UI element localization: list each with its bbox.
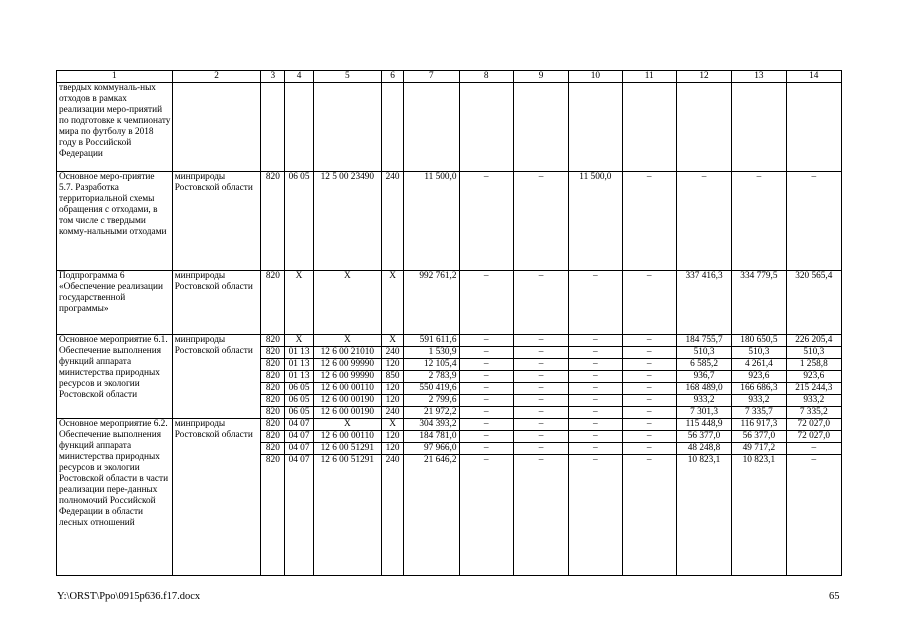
cell-value: – (513, 172, 568, 271)
cell-value: 923,6 (732, 371, 786, 383)
cell-value: – (569, 443, 622, 455)
col-header: 7 (404, 71, 459, 83)
executor: минприроды Ростовской области (172, 419, 261, 576)
cell-total: 591 611,6 (404, 335, 459, 347)
cell-value: – (569, 419, 622, 431)
cell-value: – (622, 455, 676, 576)
cell-csr: 12 6 00 51291 (313, 455, 381, 576)
cell-value: – (569, 271, 622, 335)
cell-total: 992 761,2 (404, 271, 459, 335)
cell-csr: Х (313, 419, 381, 431)
cell-value: 115 448,9 (676, 419, 731, 431)
cell-total: 2 783,9 (404, 371, 459, 383)
cell-value: – (459, 172, 513, 271)
cell-value: 56 377,0 (732, 431, 786, 443)
cell-value: – (622, 443, 676, 455)
cell-vr: Х (382, 419, 404, 431)
cell-value: – (786, 443, 841, 455)
executor: минприроды Ростовской области (172, 271, 261, 335)
cell-value: – (459, 359, 513, 371)
table-row (57, 172, 842, 271)
cell-value: – (622, 271, 676, 335)
cell-rzpr: 06 05 (285, 383, 313, 395)
cell-total: 21 646,2 (404, 455, 459, 576)
cell-value: 215 244,3 (786, 383, 841, 395)
cell-value: – (459, 371, 513, 383)
cell-value: 56 377,0 (676, 431, 731, 443)
cell-csr: Х (313, 271, 381, 335)
cell-value: 320 565,4 (786, 271, 841, 335)
cell-value: – (459, 455, 513, 576)
cell-grbs: 820 (261, 172, 285, 271)
cell-rzpr: 01 13 (285, 347, 313, 359)
col-header: 9 (513, 71, 568, 83)
cell-grbs: 820 (261, 383, 285, 395)
cell-value: – (622, 395, 676, 407)
col-header: 6 (382, 71, 404, 83)
cell-grbs: 820 (261, 431, 285, 443)
cell-rzpr: 04 07 (285, 455, 313, 576)
cell-value: 6 585,2 (676, 359, 731, 371)
measure-name: Подпрограмма 6 «Обеспечение реализации государственной программы» (57, 271, 173, 335)
col-header: 5 (313, 71, 381, 83)
cell-grbs: 820 (261, 395, 285, 407)
cell-value: – (513, 443, 568, 455)
cell-value: 510,3 (732, 347, 786, 359)
executor: минприроды Ростовской области (172, 172, 261, 271)
cell-rzpr: 04 07 (285, 419, 313, 431)
cell-grbs: 820 (261, 407, 285, 419)
cell-csr: 12 6 00 99990 (313, 359, 381, 371)
cell-value: – (459, 395, 513, 407)
cell-value: – (513, 431, 568, 443)
cell-total: 97 966,0 (404, 443, 459, 455)
cell-rzpr: 04 07 (285, 431, 313, 443)
cell-rzpr: 01 13 (285, 359, 313, 371)
cell-value: – (786, 172, 841, 271)
cell-value: 1 258,8 (786, 359, 841, 371)
cell-total: 11 500,0 (404, 172, 459, 271)
cell-value: – (569, 347, 622, 359)
cell-grbs: 820 (261, 359, 285, 371)
table-row (57, 271, 842, 335)
cell-value: – (622, 407, 676, 419)
cell-value: – (513, 407, 568, 419)
cell-vr: 120 (382, 395, 404, 407)
cell-value: – (676, 172, 731, 271)
cell-value: – (622, 347, 676, 359)
cell-value: 116 917,3 (732, 419, 786, 431)
cell-value: 510,3 (786, 347, 841, 359)
cell-value: 48 248,8 (676, 443, 731, 455)
col-header: 12 (676, 71, 731, 83)
cell-csr: 12 6 00 99990 (313, 371, 381, 383)
cell-value: – (513, 383, 568, 395)
cell-value: – (569, 371, 622, 383)
cell-value: 334 779,5 (732, 271, 786, 335)
table-row (57, 335, 842, 347)
col-header: 10 (569, 71, 622, 83)
col-header: 14 (786, 71, 841, 83)
budget-table (56, 70, 842, 576)
cell-rzpr: 04 07 (285, 443, 313, 455)
cell-value: 933,2 (676, 395, 731, 407)
cell-vr: 120 (382, 443, 404, 455)
cell-vr: 120 (382, 359, 404, 371)
cell-value: – (569, 335, 622, 347)
cell-grbs: 820 (261, 455, 285, 576)
cell-value: – (459, 431, 513, 443)
cell-value: 49 717,2 (732, 443, 786, 455)
cell-value: 923,6 (786, 371, 841, 383)
cell-value: – (513, 271, 568, 335)
cell-vr: 850 (382, 371, 404, 383)
col-header: 8 (459, 71, 513, 83)
cell-value: – (513, 347, 568, 359)
cell-value: 10 823,1 (732, 455, 786, 576)
cell-rzpr: 06 05 (285, 172, 313, 271)
document-path: Y:\ORST\Ppo\0915p636.f17.docx (57, 591, 201, 602)
cell-value: 180 650,5 (732, 335, 786, 347)
cell-vr: 120 (382, 383, 404, 395)
cell-value: – (459, 419, 513, 431)
cell-value: 184 755,7 (676, 335, 731, 347)
cell-value: 7 301,3 (676, 407, 731, 419)
cell-value: – (622, 359, 676, 371)
cell-csr: 12 6 00 00190 (313, 395, 381, 407)
cell-value: – (513, 419, 568, 431)
cell-rzpr: 01 13 (285, 371, 313, 383)
cell-value: – (569, 407, 622, 419)
cell-value: 936,7 (676, 371, 731, 383)
cell-value: – (569, 431, 622, 443)
cell-value: – (622, 335, 676, 347)
measure-name: Основное меро-приятие 5.7. Разработка территориальной схемы обращения с отходами, в том числе с твердыми комму-нальными отходами (57, 172, 173, 271)
cell-value: – (569, 455, 622, 576)
measure-name: Основное мероприятие 6.1. Обеспечение выполнения функций аппарата министерства природных ресурсов и экологии Ростовской области (57, 335, 173, 419)
cell-grbs: 820 (261, 347, 285, 359)
cell-grbs: 820 (261, 419, 285, 431)
cell-rzpr: Х (285, 335, 313, 347)
col-header: 11 (622, 71, 676, 83)
cell-value: – (513, 371, 568, 383)
cell-csr: 12 5 00 23490 (313, 172, 381, 271)
cell-value: – (569, 383, 622, 395)
cell-value: – (513, 335, 568, 347)
cell-value: – (569, 359, 622, 371)
cell-vr: Х (382, 271, 404, 335)
cell-value: 510,3 (676, 347, 731, 359)
cell-value: 166 686,3 (732, 383, 786, 395)
cell-vr: 240 (382, 407, 404, 419)
cell-total: 21 972,2 (404, 407, 459, 419)
cell-grbs: 820 (261, 335, 285, 347)
col-header: 1 (57, 71, 173, 83)
cell-total: 12 105,4 (404, 359, 459, 371)
table-row (57, 419, 842, 431)
cell-value: 72 027,0 (786, 419, 841, 431)
cell-value: – (459, 383, 513, 395)
cell-rzpr: 06 05 (285, 395, 313, 407)
cell-grbs: 820 (261, 371, 285, 383)
cell-value: – (622, 383, 676, 395)
cell-value: 933,2 (786, 395, 841, 407)
cell-total: 550 419,6 (404, 383, 459, 395)
measure-name: твердых коммуналь-ных отходов в рамках реализации меро-приятий по подготовке к чемпионату мира по футболу в 2018 году в Российской Федерации (57, 83, 173, 172)
cell-value: 11 500,0 (569, 172, 622, 271)
cell-value: 72 027,0 (786, 431, 841, 443)
cell-value: – (622, 172, 676, 271)
cell-value: – (569, 395, 622, 407)
cell-value: – (459, 271, 513, 335)
cell-csr: 12 6 00 21010 (313, 347, 381, 359)
cell-value: – (513, 359, 568, 371)
cell-total: 184 781,0 (404, 431, 459, 443)
col-header: 3 (261, 71, 285, 83)
col-header: 4 (285, 71, 313, 83)
cell-value: – (459, 335, 513, 347)
cell-vr: 240 (382, 347, 404, 359)
cell-value: – (622, 419, 676, 431)
cell-value: – (732, 172, 786, 271)
cell-vr: 240 (382, 455, 404, 576)
cell-value: 10 823,1 (676, 455, 731, 576)
cell-value: – (459, 347, 513, 359)
cell-total: 2 799,6 (404, 395, 459, 407)
cell-value: 4 261,4 (732, 359, 786, 371)
cell-vr: Х (382, 335, 404, 347)
cell-rzpr: 06 05 (285, 407, 313, 419)
cell-value: 168 489,0 (676, 383, 731, 395)
cell-value: – (622, 371, 676, 383)
cell-csr: Х (313, 335, 381, 347)
column-number-row (57, 71, 842, 83)
table-row (57, 83, 842, 172)
cell-value: – (513, 395, 568, 407)
cell-rzpr: Х (285, 271, 313, 335)
cell-value: 7 335,7 (732, 407, 786, 419)
cell-value: – (513, 455, 568, 576)
cell-grbs: 820 (261, 443, 285, 455)
cell-value: 226 205,4 (786, 335, 841, 347)
page-number: 65 (829, 591, 840, 602)
cell-csr: 12 6 00 00110 (313, 431, 381, 443)
cell-csr: 12 6 00 51291 (313, 443, 381, 455)
cell-grbs: 820 (261, 271, 285, 335)
cell-csr: 12 6 00 00190 (313, 407, 381, 419)
cell-total: 1 530,9 (404, 347, 459, 359)
cell-vr: 120 (382, 431, 404, 443)
cell-value: 7 335,2 (786, 407, 841, 419)
cell-value: – (786, 455, 841, 576)
executor: минприроды Ростовской области (172, 335, 261, 419)
cell-value: 337 416,3 (676, 271, 731, 335)
measure-name: Основное мероприятие 6.2. Обеспечение выполнения функций аппарата министерства природных ресурсов и экологии Ростовской области в части реализации пере-данных полномочий Российской Федерации в области лесных отношений (57, 419, 173, 576)
col-header: 2 (172, 71, 261, 83)
cell-vr: 240 (382, 172, 404, 271)
cell-total: 304 393,2 (404, 419, 459, 431)
cell-value: – (622, 431, 676, 443)
cell-csr: 12 6 00 00110 (313, 383, 381, 395)
cell-value: – (459, 443, 513, 455)
cell-value: – (459, 407, 513, 419)
cell-value: 933,2 (732, 395, 786, 407)
col-header: 13 (732, 71, 786, 83)
